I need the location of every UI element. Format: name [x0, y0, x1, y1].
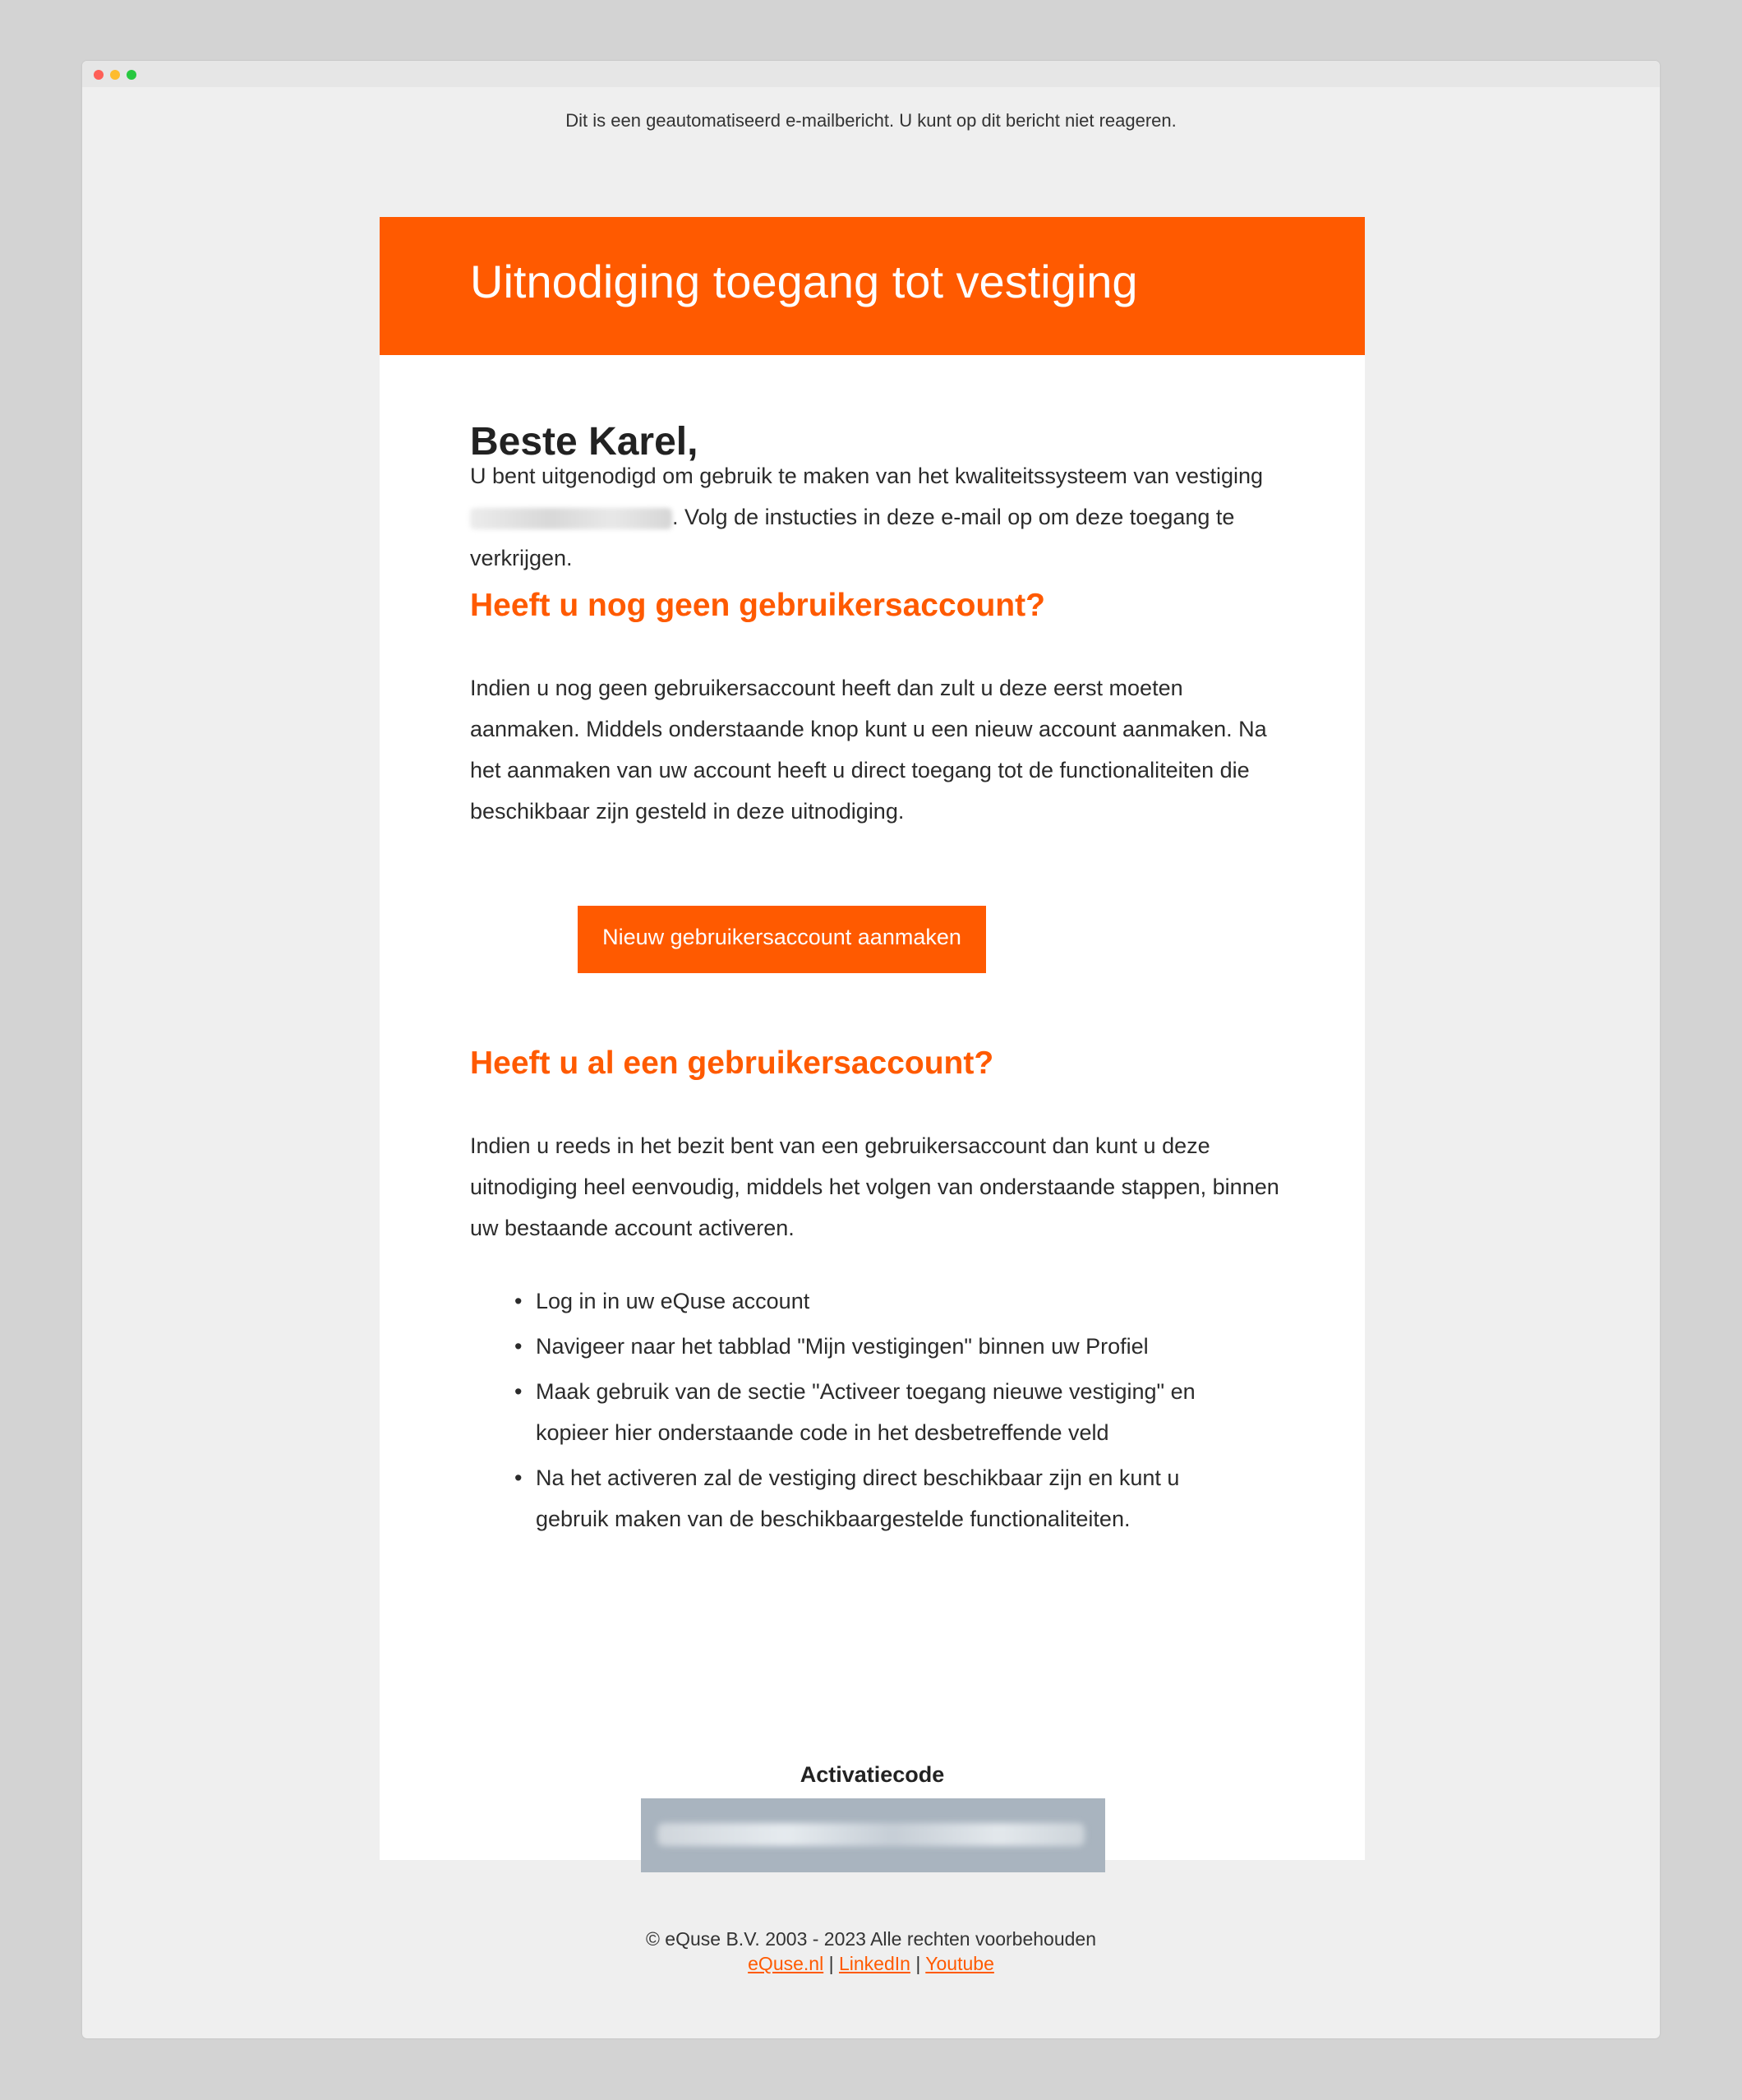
activation-code-label: Activatiecode: [800, 1762, 945, 1787]
maximize-window-button[interactable]: [127, 70, 136, 80]
activation-steps-list: [470, 1281, 1210, 1544]
close-window-button[interactable]: [94, 70, 104, 80]
heading-no-account: Heeft u nog geen gebruikersaccount?: [470, 588, 1045, 623]
email-footer: [0, 1927, 1742, 1976]
create-account-button[interactable]: Nieuw gebruikersaccount aanmaken: [578, 906, 986, 973]
window-titlebar: [82, 61, 1660, 87]
list-item: [514, 1457, 1210, 1539]
bullet: •: [514, 1289, 523, 1313]
intro-paragraph: [470, 455, 1283, 579]
step-text: Log in in uw eQuse account: [536, 1289, 810, 1313]
heading-existing-account: Heeft u al een gebruikersaccount?: [470, 1045, 994, 1081]
intro-text-start: U bent uitgenodigd om gebruik te maken van het kwaliteitssysteem van vestiging: [470, 464, 1264, 488]
no-account-paragraph: Indien u nog geen gebruikersaccount heeft dan zult u deze eerst moeten aanmaken. Middels onderstaande knop kunt u een nieuw account aanmaken. Na het aanmaken van uw account heeft u direct toegang tot de functionaliteiten die beschikbaar zijn gesteld in deze uitnodiging.: [470, 676, 1267, 824]
email-card: [380, 217, 1365, 1860]
list-item: [514, 1326, 1210, 1367]
minimize-window-button[interactable]: [110, 70, 120, 80]
redacted-activation-code: [657, 1823, 1085, 1846]
banner-title: Uitnodiging toegang tot vestiging: [470, 256, 1138, 307]
greeting: Beste Karel,: [470, 420, 698, 464]
equse-link[interactable]: eQuse.nl: [748, 1953, 824, 1974]
copyright-text: © eQuse B.V. 2003 - 2023 Alle rechten voorbehouden: [645, 1928, 1097, 1950]
list-item: [514, 1371, 1210, 1453]
browser-window: [82, 61, 1660, 2038]
redacted-location-name: [470, 508, 672, 529]
intro-text-end: . Volg de instucties in deze e-mail op om deze toegang te verkrijgen.: [470, 505, 1235, 570]
step-text: Na het activeren zal de vestiging direct beschikbaar zijn en kunt u gebruik maken van de beschikbaargestelde functionaliteiten.: [536, 1465, 1180, 1531]
bullet: •: [514, 1334, 523, 1359]
linkedin-link[interactable]: LinkedIn: [838, 1953, 910, 1974]
existing-account-paragraph: Indien u reeds in het bezit bent van een gebruikersaccount dan kunt u deze uitnodiging heel eenvoudig, middels het volgen van onderstaande stappen, binnen uw bestaande account activeren.: [470, 1133, 1279, 1240]
link-separator: |: [910, 1953, 926, 1974]
youtube-link[interactable]: Youtube: [925, 1953, 994, 1974]
bullet: •: [514, 1379, 523, 1404]
link-separator: |: [823, 1953, 839, 1974]
step-text: Maak gebruik van de sectie "Activeer toegang nieuwe vestiging" en kopieer hier onderstaande code in het desbetreffende veld: [536, 1379, 1196, 1445]
bullet: •: [514, 1465, 523, 1490]
preheader-text: Dit is een geautomatiseerd e-mailbericht. U kunt op dit bericht niet reageren.: [565, 110, 1177, 131]
activation-code-box[interactable]: [641, 1798, 1105, 1872]
list-item: [514, 1281, 1210, 1322]
step-text: Navigeer naar het tabblad "Mijn vestigingen" binnen uw Profiel: [536, 1334, 1149, 1359]
email-banner: [380, 217, 1365, 355]
footer-links: [0, 1951, 1742, 1976]
